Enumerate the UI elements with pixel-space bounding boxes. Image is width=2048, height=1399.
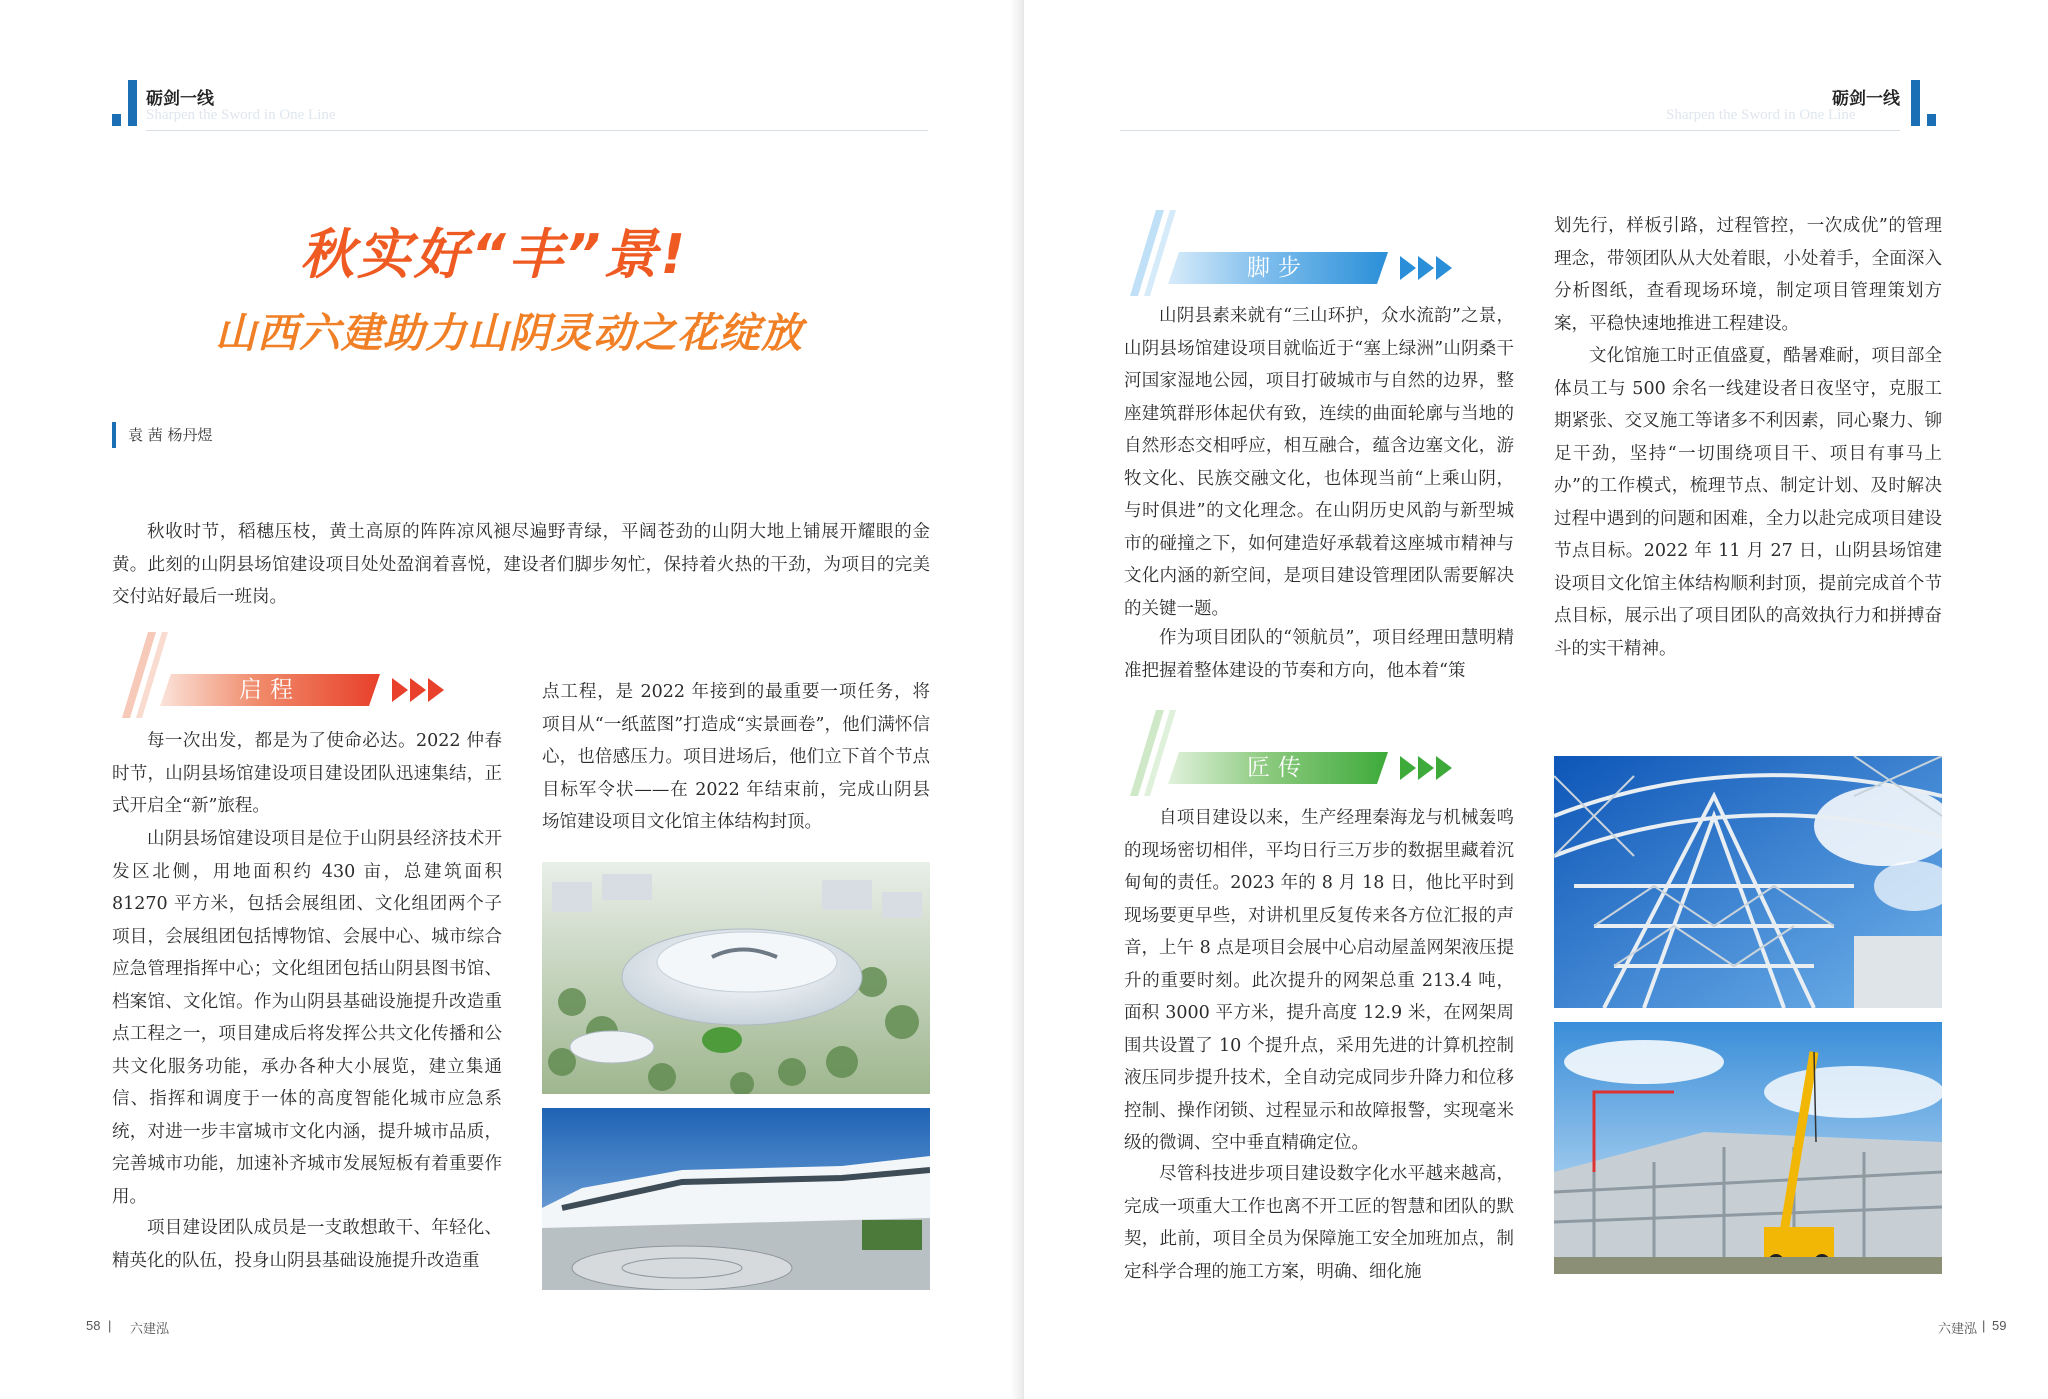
jiangchuan-paragraph-1: 自项目建设以来，生产经理秦海龙与机械轰鸣的现场密切相伴，平均日行三万步的数据里藏着沉甸甸的责任。2023 年的 8 月 18 日，他比平时到现场要更早些，对讲机里反复传来各方位汇报的声音，上午 8 点是项目会展中心启动屋盖网架液压提升的重要时刻。此次提升的网架总重 213.4 吨，面积 3000 平方米，提升高度 12.9 米，在网架周围共设置了 10 个提升点，采用先进的计算机控制液压同步提升技术，全自动完成同步升降力和位移控制、操作闭锁、过程显示和故障报警，实现毫米级的微调、空中垂直精确定位。 xyxy=(1124,808,1514,1153)
right-page xyxy=(1024,0,2048,1399)
author-accent-bar xyxy=(112,422,116,448)
author-byline: 袁 茜 杨丹煜 xyxy=(128,426,213,444)
header-accent-square xyxy=(1927,114,1936,126)
header-rule xyxy=(1120,130,1900,131)
footer-divider: | xyxy=(1982,1318,1986,1333)
page-number-left: 58 xyxy=(86,1318,101,1333)
intro-paragraph: 秋收时节，稻穗压枝，黄土高原的阵阵凉风褪尽遍野青绿，平阔苍劲的山阴大地上铺展开耀眼的金黄。此刻的山阴县场馆建设项目处处盈润着喜悦，建设者们脚步匆忙，保持着火热的干劲，为项目的完美交付站好最后一班岗。 xyxy=(112,522,930,607)
magazine-name-left: 六建泓 xyxy=(130,1321,170,1336)
construction-crane-photo xyxy=(1554,1022,1942,1274)
section-heading-qicheng xyxy=(122,670,462,710)
section-title: 脚步 xyxy=(1247,255,1309,281)
column-subtitle: Sharpen the Sword in One Line xyxy=(1666,107,1856,123)
column-title: 砺剑一线 xyxy=(146,89,214,109)
qicheng-paragraph-2: 山阴县场馆建设项目是位于山阴县经济技术开发区北侧，用地面积约 430 亩，总建筑面积 81270 平方米，包括会展组团、文化组团两个子项目，会展组团包括博物馆、会展中心、城市综合应急管理指挥中心；文化组团包括山阴县图书馆、档案馆、文化馆。作为山阴县基础设施提升改造重点工程之一，项目建成后将发挥公共文化传播和公共文化服务功能，承办各种大小展览，建立集通信、指挥和调度于一体的高度智能化城市应急系统，对进一步丰富城市文化内涵，提升城市品质，完善城市功能，加速补齐城市发展短板有着重要作用。 xyxy=(112,829,502,1207)
triple-arrow-icon xyxy=(1400,756,1452,780)
header-accent-square xyxy=(112,114,121,126)
section-heading-jiangchuan xyxy=(1130,748,1470,788)
qicheng-paragraph-3: 项目建设团队成员是一支敢想敢干、年轻化、精英化的队伍，投身山阴县基础设施提升改造重 xyxy=(112,1218,502,1271)
column-subtitle: Sharpen the Sword in One Line xyxy=(146,107,336,123)
jiaobu-paragraph-2-continued: 划先行，样板引路，过程管控，一次成优”的管理理念，带领团队从大处着眼，小处着手，全面深入分析图纸，查看现场环境，制定项目管理策划方案，平稳快速地推进工程建设。 xyxy=(1554,216,1942,334)
column-title: 砺剑一线 xyxy=(1832,89,1900,109)
footer-divider: | xyxy=(108,1318,112,1333)
section-title: 启程 xyxy=(239,677,301,703)
venue-rendering-photo xyxy=(542,862,930,1094)
qicheng-paragraph-1: 每一次出发，都是为了使命必达。2022 仲春时节，山阴县场馆建设项目建设团队迅速集结，正式开启全“新”旅程。 xyxy=(112,731,502,816)
jiaobu-paragraph-3: 文化馆施工时正值盛夏，酷暑难耐，项目部全体员工与 500 余名一线建设者日夜坚守，克服工期紧张、交叉施工等诸多不利因素，同心聚力、铆足干劲，坚持“一切围绕项目干、项目有事马上办”的工作模式，梳理节点、制定计划、及时解决过程中遇到的问题和困难，全力以赴完成项目建设节点目标。2022 年 11 月 27 日，山阴县场馆建设项目文化馆主体结构顺利封顶，提前完成首个节点目标，展示出了项目团队的高效执行力和拼搏奋斗的实干精神。 xyxy=(1554,346,1942,659)
magazine-name-right: 六建泓 xyxy=(1938,1321,1978,1336)
jiaobu-paragraph-2: 作为项目团队的“领航员”，项目经理田慧明精准把握着整体建设的节奏和方向，他本着“策 xyxy=(1124,628,1514,681)
jiangchuan-paragraph-2: 尽管科技进步项目建设数字化水平越来越高，完成一项重大工作也离不开工匠的智慧和团队的默契，此前，项目全员为保障施工安全加班加点，制定科学合理的施工方案，明确、细化施 xyxy=(1124,1164,1514,1282)
venue-building-photo xyxy=(542,1108,930,1290)
triple-arrow-icon xyxy=(1400,256,1452,280)
page-number-right: 59 xyxy=(1992,1318,2007,1333)
steel-truss-photo xyxy=(1554,756,1942,1008)
qicheng-paragraph-3-continued: 点工程，是 2022 年接到的最重要一项任务，将项目从“一纸蓝图”打造成“实景画卷”，他们满怀信心，也倍感压力。项目进场后，他们立下首个节点目标军令状——在 2022 年结束前，完成山阴县场馆建设项目文化馆主体结构封顶。 xyxy=(542,682,930,832)
header-rule xyxy=(146,130,928,131)
section-heading-jiaobu xyxy=(1130,248,1470,288)
jiaobu-paragraph-1: 山阴县素来就有“三山环护，众水流韵”之景，山阴县场馆建设项目就临近于“塞上绿洲”山阴桑干河国家湿地公园，项目打破城市与自然的边界，整座建筑群形体起伏有致，连续的曲面轮廓与当地的自然形态交相呼应，相互融合，蕴含边塞文化，游牧文化、民族交融文化，也体现当前“上乘山阴，与时俱进”的文化理念。在山阴历史风韵与新型城市的碰撞之下，如何建造好承载着这座城市精神与文化内涵的新空间，是项目建设管理团队需要解决的关键一题。 xyxy=(1124,306,1514,619)
headline-main: 秋实好“丰”景! xyxy=(300,223,689,286)
header-accent-bar xyxy=(1911,80,1920,126)
header-accent-bar xyxy=(128,80,137,126)
section-title: 匠传 xyxy=(1247,755,1309,781)
triple-arrow-icon xyxy=(392,678,444,702)
headline-sub: 山西六建助力山阴灵动之花绽放 xyxy=(215,309,803,357)
